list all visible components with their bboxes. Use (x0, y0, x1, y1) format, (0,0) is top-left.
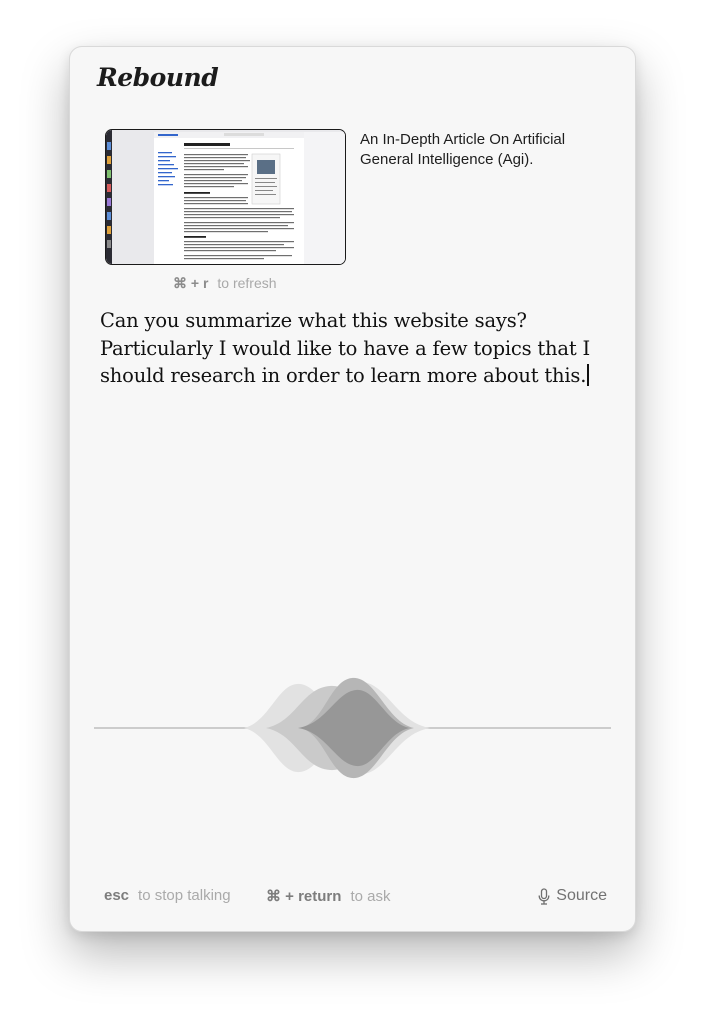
esc-hint-text: to stop talking (138, 887, 231, 904)
app-logo: Rebound (97, 63, 219, 92)
esc-hint (104, 887, 231, 904)
microphone-icon (538, 888, 550, 905)
refresh-hint (173, 275, 277, 292)
esc-shortcut-key: esc (104, 887, 130, 904)
audio-waveform-icon (94, 672, 611, 782)
ask-hint (266, 887, 390, 905)
refresh-hint-text: to refresh (217, 275, 277, 291)
ask-hint-text: to ask (350, 888, 391, 905)
context-title: An In-Depth Article On Artificial General Intelligence (Agi). (360, 131, 566, 168)
text-caret (587, 364, 589, 386)
prompt-text: Can you summarize what this website says? Particularly I would like to have a few topics that I should research in order to learn more about this. (100, 309, 590, 387)
webpage-screenshot-icon (106, 130, 345, 264)
footer-hints (104, 887, 607, 907)
source-button[interactable] (538, 887, 607, 905)
webpage-thumbnail[interactable] (105, 129, 346, 265)
prompt-input[interactable] (100, 307, 610, 390)
refresh-shortcut-key: ⌘ + r (173, 275, 209, 291)
ask-shortcut-key: ⌘ + return (266, 888, 342, 905)
source-label: Source (556, 887, 607, 904)
rebound-window (69, 46, 636, 932)
